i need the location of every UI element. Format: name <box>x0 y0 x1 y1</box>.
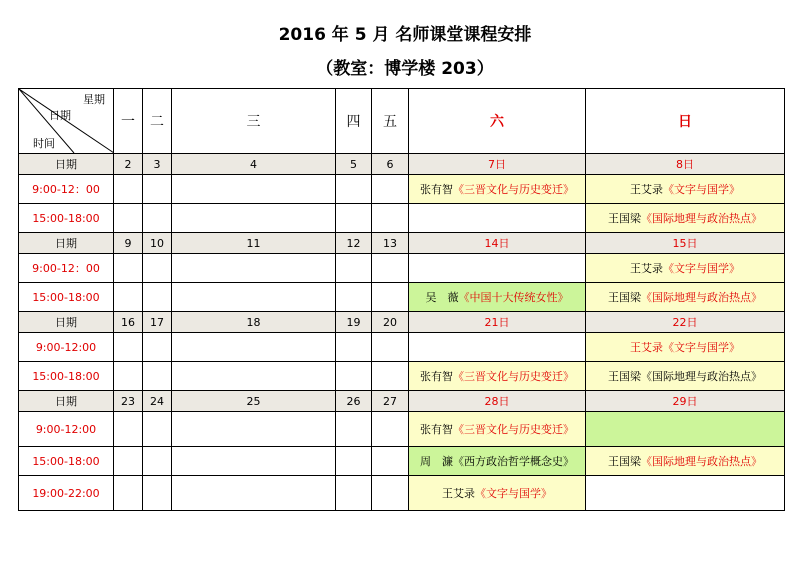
empty-cell <box>372 254 409 283</box>
empty-cell <box>372 283 409 312</box>
lecturer-name: 王国梁 <box>608 212 641 225</box>
empty-cell <box>372 447 409 476</box>
lecturer-name: 吴 薇 <box>425 291 459 304</box>
date-cell: 9 <box>114 233 143 254</box>
time-slot-row <box>19 254 785 283</box>
empty-cell <box>143 204 172 233</box>
course-title: 《三晋文化与历史变迁》 <box>453 370 574 383</box>
empty-cell <box>336 175 372 204</box>
date-cell: 16 <box>114 312 143 333</box>
date-cell-sat: 21日 <box>409 312 586 333</box>
empty-cell <box>336 476 372 511</box>
empty-cell <box>372 412 409 447</box>
page-title: 2016 年 5 月 名师课堂课程安排 <box>278 25 532 45</box>
date-cell-sat: 14日 <box>409 233 586 254</box>
empty-cell <box>372 204 409 233</box>
empty-cell <box>114 254 143 283</box>
empty-cell <box>336 333 372 362</box>
weekday-thu: 四 <box>336 89 372 154</box>
lecture-cell-sat <box>409 476 586 511</box>
course-title: 《文字与国学》 <box>663 341 740 354</box>
course-title: 《国际地理与政治热点》 <box>641 212 762 225</box>
weekday-wed: 三 <box>172 89 336 154</box>
date-row <box>19 233 785 254</box>
time-slot-row <box>19 412 785 447</box>
lecturer-name: 王国梁 <box>608 370 641 383</box>
empty-cell <box>172 333 336 362</box>
date-row <box>19 391 785 412</box>
lecturer-name: 张有智 <box>420 370 453 383</box>
lecture-cell-sat <box>409 204 586 233</box>
date-cell-sun: 15日 <box>586 233 785 254</box>
empty-cell <box>172 476 336 511</box>
date-cell: 4 <box>172 154 336 175</box>
lecture-cell-sun <box>586 254 785 283</box>
empty-cell <box>114 333 143 362</box>
lecturer-name: 王艾录 <box>630 183 663 196</box>
time-slot: 15:00-18:00 <box>19 283 114 312</box>
lecture-cell-sun <box>586 476 785 511</box>
time-slot-row <box>19 204 785 233</box>
date-cell: 25 <box>172 391 336 412</box>
lecture-cell-sat <box>409 447 586 476</box>
lecture-cell-sat <box>409 333 586 362</box>
weekday-mon: 一 <box>114 89 143 154</box>
corner-weekday-label: 星期 <box>83 93 105 106</box>
course-title: 《三晋文化与历史变迁》 <box>453 423 574 436</box>
time-slot: 15:00-18:00 <box>19 362 114 391</box>
time-slot-row <box>19 333 785 362</box>
date-cell: 18 <box>172 312 336 333</box>
time-slot-row <box>19 175 785 204</box>
date-label: 日期 <box>19 233 114 254</box>
empty-cell <box>143 362 172 391</box>
empty-cell <box>143 333 172 362</box>
time-slot: 15:00-18:00 <box>19 447 114 476</box>
empty-cell <box>172 254 336 283</box>
course-title: 《国际地理与政治热点》 <box>641 370 762 383</box>
lecture-cell-sun <box>586 175 785 204</box>
empty-cell <box>114 175 143 204</box>
course-title: 《文字与国学》 <box>663 262 740 275</box>
time-slot-row <box>19 447 785 476</box>
corner-cell <box>19 89 114 154</box>
date-label: 日期 <box>19 391 114 412</box>
course-title: 《文字与国学》 <box>475 487 552 500</box>
empty-cell <box>336 412 372 447</box>
date-cell: 20 <box>372 312 409 333</box>
empty-cell <box>172 175 336 204</box>
time-slot: 9:00-12:00 <box>19 333 114 362</box>
time-slot: 9:00-12：00 <box>19 175 114 204</box>
empty-cell <box>336 283 372 312</box>
date-cell-sun: 22日 <box>586 312 785 333</box>
date-cell: 10 <box>143 233 172 254</box>
date-cell: 13 <box>372 233 409 254</box>
date-cell: 6 <box>372 154 409 175</box>
lecture-cell-sun <box>586 333 785 362</box>
empty-cell <box>143 447 172 476</box>
lecturer-name: 王艾录 <box>630 341 663 354</box>
course-title: 《国际地理与政治热点》 <box>641 455 762 468</box>
empty-cell <box>336 204 372 233</box>
lecturer-name: 周 濂 <box>420 455 453 468</box>
course-title: 《西方政治哲学概念史》 <box>453 455 574 468</box>
empty-cell <box>114 412 143 447</box>
lecture-cell-sun <box>586 283 785 312</box>
weekday-tue: 二 <box>143 89 172 154</box>
empty-cell <box>114 204 143 233</box>
weekday-header-row <box>19 89 785 154</box>
schedule-table <box>18 88 785 511</box>
empty-cell <box>336 254 372 283</box>
date-cell: 24 <box>143 391 172 412</box>
weekday-sat: 六 <box>409 89 586 154</box>
time-slot-row <box>19 362 785 391</box>
empty-cell <box>143 175 172 204</box>
empty-cell <box>372 362 409 391</box>
lecture-cell-sun <box>586 447 785 476</box>
lecturer-name: 王国梁 <box>608 455 641 468</box>
date-cell-sat: 28日 <box>409 391 586 412</box>
lecture-cell-sat <box>409 254 586 283</box>
empty-cell <box>143 412 172 447</box>
course-title: 《文字与国学》 <box>663 183 740 196</box>
date-cell-sun: 29日 <box>586 391 785 412</box>
time-slot: 19:00-22:00 <box>19 476 114 511</box>
empty-cell <box>114 362 143 391</box>
lecturer-name: 张有智 <box>420 183 453 196</box>
date-cell: 2 <box>114 154 143 175</box>
date-cell: 17 <box>143 312 172 333</box>
date-cell: 3 <box>143 154 172 175</box>
time-slot: 9:00-12：00 <box>19 254 114 283</box>
empty-cell <box>114 283 143 312</box>
time-slot-row <box>19 476 785 511</box>
weekday-sun: 日 <box>586 89 785 154</box>
time-slot: 9:00-12:00 <box>19 412 114 447</box>
time-slot: 15:00-18:00 <box>19 204 114 233</box>
empty-cell <box>372 333 409 362</box>
lecture-cell-sun <box>586 362 785 391</box>
course-title: 《中国十大传统女性》 <box>458 291 569 304</box>
lecturer-name: 王国梁 <box>608 291 641 304</box>
date-row <box>19 312 785 333</box>
lecture-cell-sat <box>409 362 586 391</box>
empty-cell <box>172 204 336 233</box>
lecturer-name: 王艾录 <box>442 487 475 500</box>
lecture-cell-sun <box>586 412 785 447</box>
date-label: 日期 <box>19 312 114 333</box>
course-title: 《三晋文化与历史变迁》 <box>453 183 574 196</box>
date-label: 日期 <box>19 154 114 175</box>
date-cell: 26 <box>336 391 372 412</box>
corner-time-label: 时间 <box>33 137 55 150</box>
time-slot-row <box>19 283 785 312</box>
date-cell: 12 <box>336 233 372 254</box>
lecture-cell-sat <box>409 412 586 447</box>
page-subtitle: （教室：博学楼 203） <box>316 59 494 79</box>
empty-cell <box>114 476 143 511</box>
empty-cell <box>114 447 143 476</box>
date-cell: 11 <box>172 233 336 254</box>
date-cell: 27 <box>372 391 409 412</box>
empty-cell <box>336 362 372 391</box>
weekday-fri: 五 <box>372 89 409 154</box>
date-cell: 5 <box>336 154 372 175</box>
empty-cell <box>172 412 336 447</box>
date-cell-sun: 8日 <box>586 154 785 175</box>
corner-date-label: 日期 <box>49 109 71 122</box>
course-title: 《国际地理与政治热点》 <box>641 291 762 304</box>
empty-cell <box>172 283 336 312</box>
lecture-cell-sat <box>409 283 586 312</box>
lecturer-name: 张有智 <box>420 423 453 436</box>
empty-cell <box>372 175 409 204</box>
empty-cell <box>143 283 172 312</box>
empty-cell <box>172 362 336 391</box>
lecturer-name: 王艾录 <box>630 262 663 275</box>
empty-cell <box>143 476 172 511</box>
empty-cell <box>336 447 372 476</box>
date-cell: 23 <box>114 391 143 412</box>
empty-cell <box>172 447 336 476</box>
empty-cell <box>372 476 409 511</box>
date-cell-sat: 7日 <box>409 154 586 175</box>
date-row <box>19 154 785 175</box>
lecture-cell-sat <box>409 175 586 204</box>
lecture-cell-sun <box>586 204 785 233</box>
date-cell: 19 <box>336 312 372 333</box>
empty-cell <box>143 254 172 283</box>
